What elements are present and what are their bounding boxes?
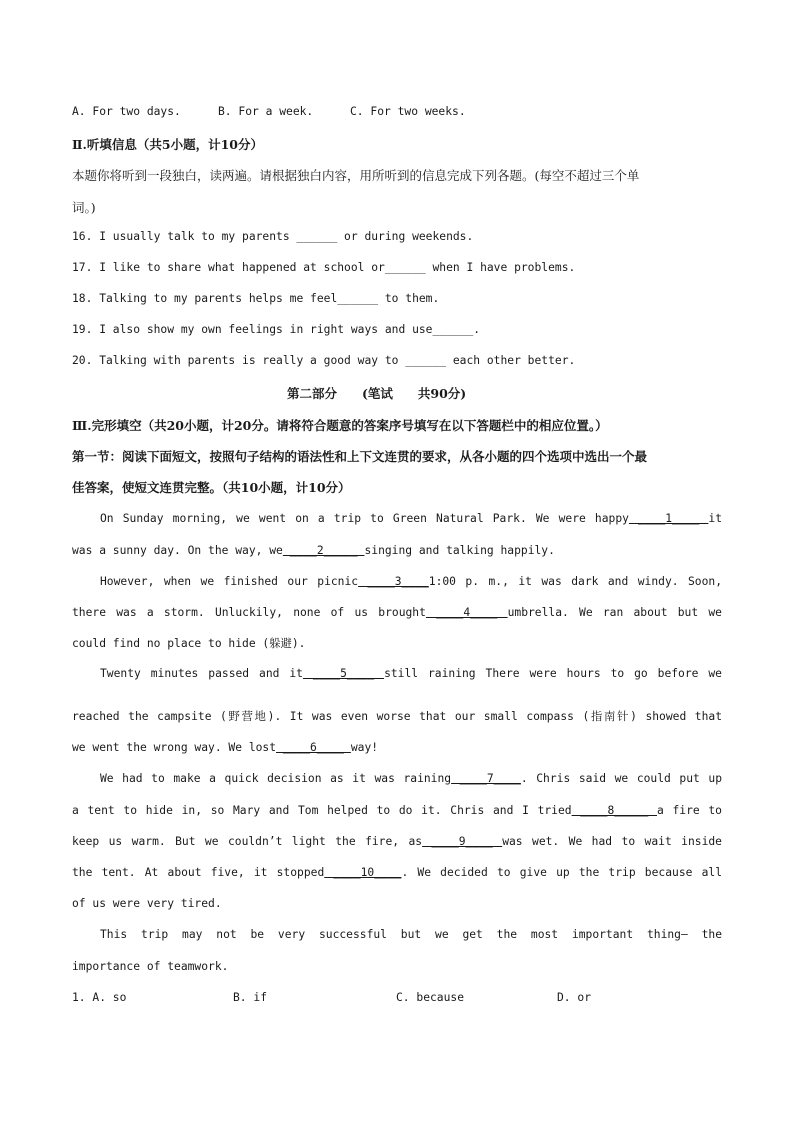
passage-line: reached the campsite (野营地). It was even worse that our small compass (指南针) showed that [72, 710, 722, 723]
passage-line: a tent to hide in, so Mary and Tom helped to do it. Chris and I tried ____8_____ a fire to [72, 804, 722, 817]
blank-7[interactable]: ____7____ [451, 772, 521, 785]
passage-line: we went the wrong way. We lost ____6____ way! [72, 741, 379, 754]
blank-9[interactable]: ____9____ [422, 835, 503, 848]
listening-item-17: 17. I like to share what happened at school or______ when I have problems. [72, 261, 576, 274]
section2-heading: Ⅱ.听填信息（共5小题，计10分） [72, 137, 263, 152]
prev-option-b: B. For a week. [218, 105, 314, 118]
passage-line: Twenty minutes passed and it ____5____ still raining There were hours to go before we [100, 667, 722, 680]
passage-line: We had to make a quick decision as it was raining ____7____. Chris said we could put up [100, 772, 722, 785]
passage-line: keep us warm. But we couldn’t light the fire, as ____9____ was wet. We had to wait inside [72, 835, 722, 848]
q1-option-b: B. if [233, 991, 268, 1004]
blank-6[interactable]: ____6____ [276, 741, 351, 754]
section2-instruction-1: 本题你将听到一段独白，读两遍。请根据独白内容，用所听到的信息完成下列各题。(每空不超过三个单 [72, 168, 640, 183]
passage-line: there was a storm. Unluckily, none of us brought ____4____ umbrella. We ran about but we [72, 606, 722, 619]
passage-line: importance of teamwork. [72, 960, 229, 973]
blank-3[interactable]: ____3____ [358, 575, 429, 588]
listening-item-18: 18. Talking to my parents helps me feel______ to them. [72, 292, 440, 305]
section3-subheading-1: 第一节：阅读下面短文，按照句子结构的语法性和上下文连贯的要求，从各小题的四个选项中选出一个最 [72, 449, 648, 464]
passage-line: was a sunny day. On the way, we ____2_____ singing and talking happily. [72, 544, 555, 557]
passage-line: of us were very tired. [72, 897, 222, 910]
passage-line: This trip may not be very successful but we get the most important thing— the [100, 928, 722, 941]
q1-option-c: C. because [396, 991, 465, 1004]
listening-item-19: 19. I also show my own feelings in right ways and use______. [72, 323, 481, 336]
passage-line: However, when we finished our picnic ____3____1:00 p. m., it was dark and windy. Soon, [100, 575, 722, 588]
q1-option-d: D. or [557, 991, 592, 1004]
listening-item-20: 20. Talking with parents is really a good way to ______ each other better. [72, 354, 576, 367]
listening-item-16: 16. I usually talk to my parents ______ or during weekends. [72, 230, 474, 243]
prev-option-a: A. For two days. [72, 105, 181, 118]
passage-line: the tent. At about five, it stopped ____10____. We decided to give up the trip because all [72, 866, 722, 879]
q1-option-a: 1. A. so [72, 991, 127, 1004]
passage-line: On Sunday morning, we went on a trip to Green Natural Park. We were happy ____1____ it [100, 512, 722, 525]
section3-subheading-2: 佳答案，使短文连贯完整。（共10小题，计10分） [72, 480, 351, 495]
blank-8[interactable]: ____8_____ [571, 804, 657, 817]
section2-instruction-2: 词。) [72, 200, 96, 215]
part2-title: 第二部分 (笔试 共90分) [287, 386, 467, 401]
section3-heading: Ⅲ.完形填空（共20小题，计20分。请将符合题意的答案序号填写在以下答题栏中的相应位置。） [72, 418, 608, 433]
blank-2[interactable]: ____2_____ [282, 544, 365, 557]
passage-line: could find no place to hide (躲避). [72, 637, 306, 650]
blank-4[interactable]: ____4____ [425, 606, 508, 619]
blank-10[interactable]: ____10____ [324, 866, 402, 879]
blank-1[interactable]: ____1____ [628, 512, 709, 525]
blank-5[interactable]: ____5____ [302, 667, 385, 680]
prev-option-c: C. For two weeks. [350, 105, 466, 118]
